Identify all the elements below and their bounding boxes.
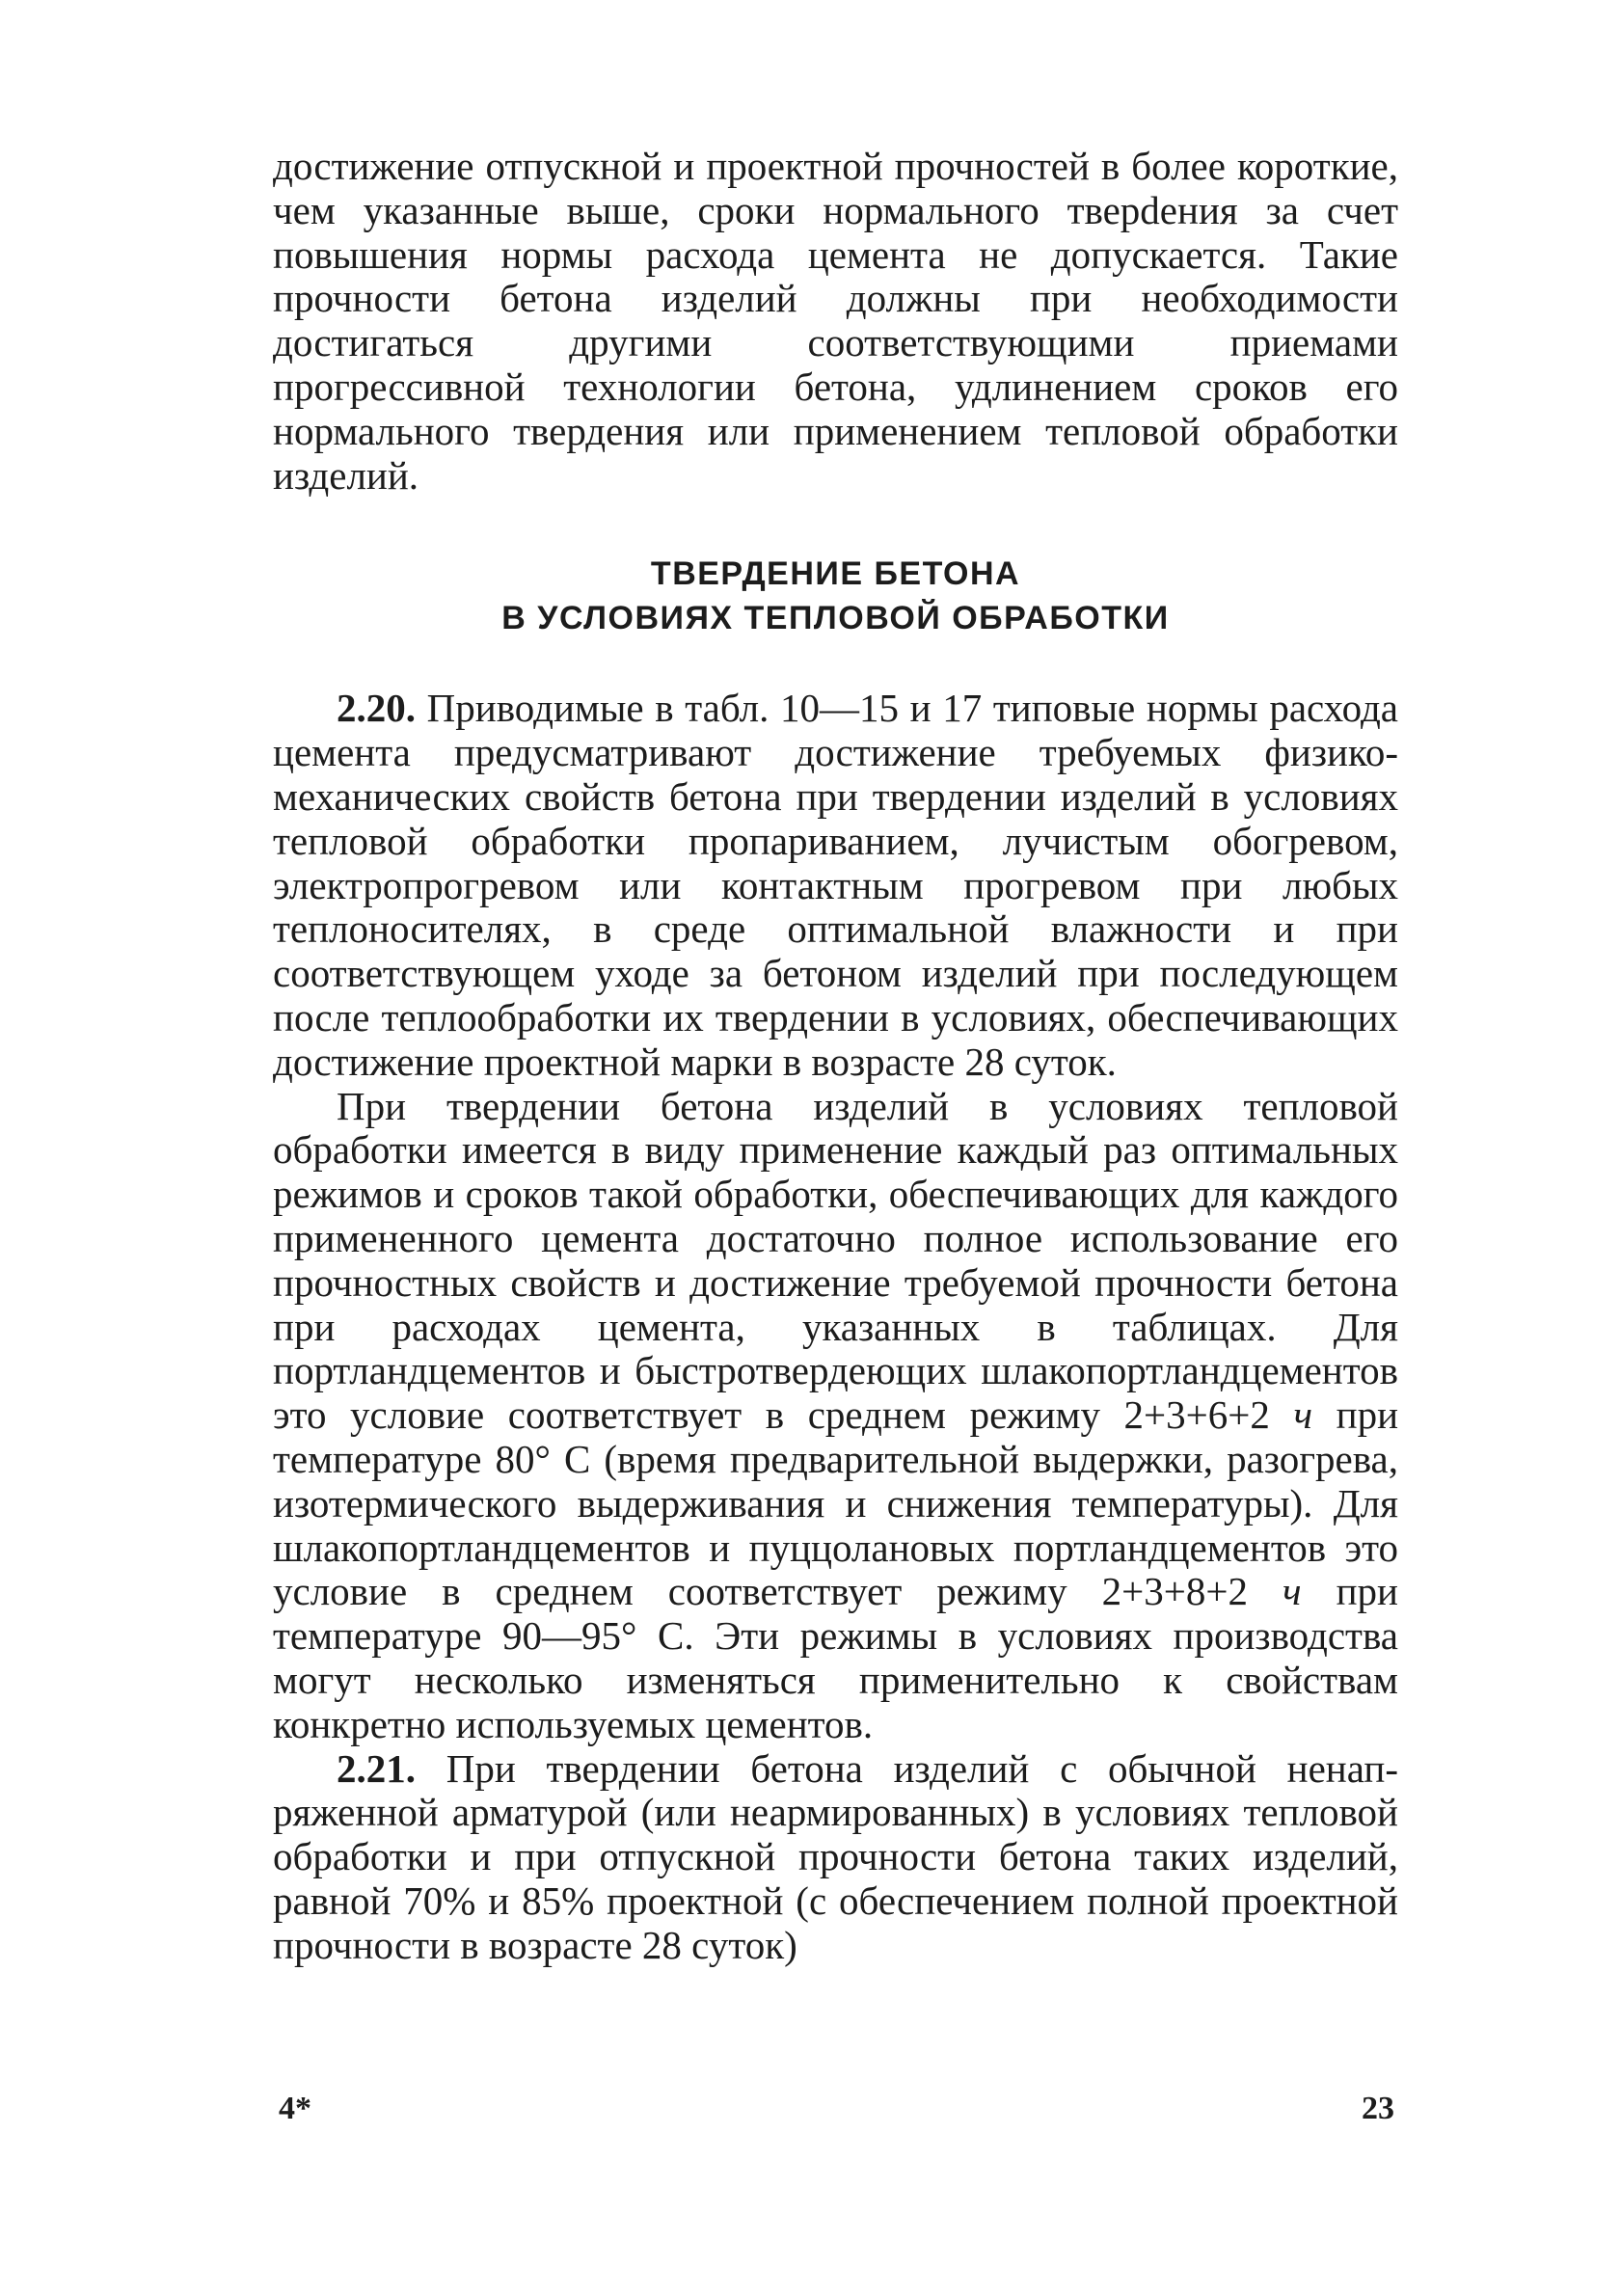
regimes-text-part-1: При твердении бетона изделий в условиях тепловой обработки имеется в виду применение каждый раз оптимальных режимов и сроков такой обработки, обеспечивающих для каждого примененного цемента достаточно полное использование его прочностных свойств и достижение требуемой прочности бетона при расходах цемента, указанных в таблицах. Для портландцементов и быстротвердеющих шлакопортландцементов это условие соответствует в среднем режиму 2+3+6+2 — [273, 1083, 1398, 1438]
regimes-text-part-3: при температуре 90—95° С. Эти режимы в условиях производства могут несколько изменяться применительно к свойствам конкретно используемых цементов. — [273, 1569, 1398, 1746]
section-number-2-21: 2.21. — [337, 1745, 416, 1791]
page-number: 23 — [1362, 2091, 1394, 2126]
unit-hour-1: ч — [1293, 1392, 1313, 1438]
text-column — [273, 145, 1398, 1967]
section-number-2-20: 2.20. — [337, 686, 416, 731]
section-heading — [273, 552, 1398, 640]
paragraph-2-21-text: При твердении бетона изделий с обычной ненапряженной арматурой (или неармированных) в условиях тепловой обработки и при отпускной прочности бетона таких изделий, равной 70% и 85% проектной (с обеспечением полной проектной прочности в возрасте 28 суток) — [273, 1745, 1399, 1967]
paragraph-2-20 — [273, 687, 1398, 1084]
paragraph-2-21 — [273, 1747, 1398, 1968]
regimes-text-part-2: при температуре 80° С (время предварительной выдержки, разогрева, изотермического выдерживания и снижения температуры). Для шлакопортландцементов и пуццолановых портландцементов это условие в среднем соответствует режиму 2+3+8+2 — [273, 1392, 1399, 1614]
paragraph-continuation: достижение отпускной и проектной прочностей в более короткие, чем указанные выше, сроки нормального тверdения за счет повышения нормы расхода цемента не допускается. Такие прочности бетона изделий должны при необходимости достигаться другими соответствующими приемами прогрессивной технологии бетона, удлинением сроков его нормального твердения или применением тепловой обработки изделий. — [273, 144, 1398, 498]
unit-hour-2: ч — [1282, 1569, 1302, 1614]
paragraph-2-20-text: Приводимые в табл. 10—15 и 17 типовые нормы расхода цемента предусматривают достижение требуемых физико-механических свойств бетона при твердении изделий в условиях тепловой обработки пропариванием, лучистым обогревом, электропрогревом или контактным прогревом при любых теплоносителях, в среде оптимальной влажности и при соответствующем уходе за бетоном изделий при последующем после теплообработки их твердении в условиях, обеспечивающих достижение проектной марки в возрасте 28 суток. — [273, 686, 1399, 1084]
heading-line-2: В УСЛОВИЯХ ТЕПЛОВОЙ ОБРАБОТКИ — [501, 600, 1170, 637]
signature-mark: 4* — [279, 2091, 311, 2126]
paragraph-2-20-regimes — [273, 1085, 1398, 1747]
heading-line-1: ТВЕРДЕНИЕ БЕТОНА — [650, 555, 1021, 593]
